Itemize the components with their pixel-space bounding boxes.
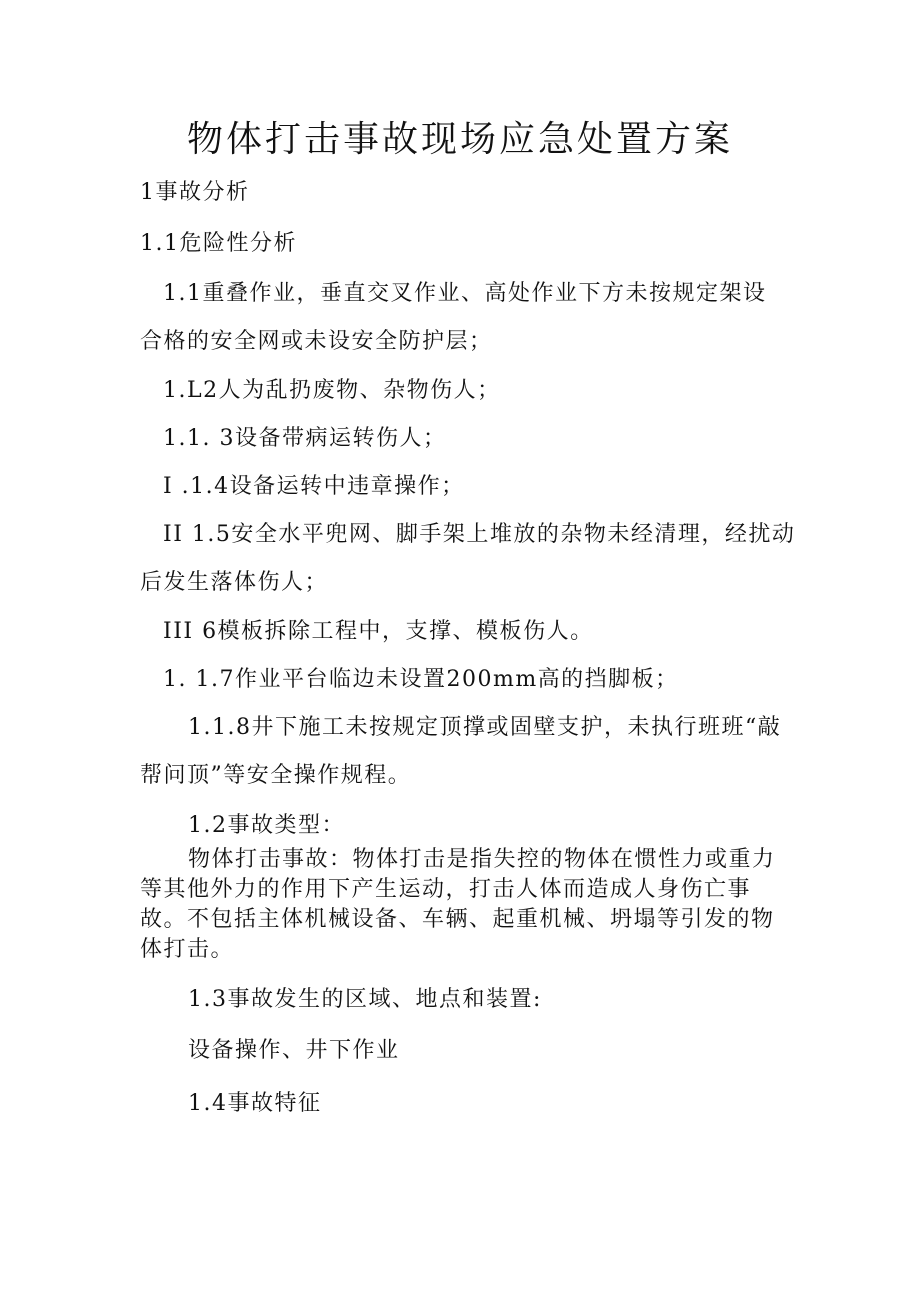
hazard-item-3: 1.1. 3设备带病运转伤人；	[163, 426, 447, 451]
hazard-item-7: 1. 1.7作业平台临边未设置200mm高的挡脚板；	[163, 667, 679, 692]
hazard-item-4: I .1.4设备运转中违章操作；	[163, 474, 465, 499]
section-heading-accident-features: 1.4事故特征	[188, 1091, 322, 1116]
section-heading-accident-area: 1.3事故发生的区域、地点和装置:	[188, 987, 542, 1012]
hazard-item-1-line-2: 合格的安全网或未设安全防护层；	[140, 329, 493, 354]
accident-type-description: 物体打击事故：物体打击是指失控的物体在惯性力或重力等其他外力的作用下产生运动，打击人体而造成人身伤亡事故。不包括主体机械设备、车辆、起重机械、坍塌等引发的物体打击。	[140, 847, 776, 962]
hazard-item-8-line-2: 帮问顶”等安全操作规程。	[140, 763, 412, 788]
hazard-item-5-line-1: II 1.5安全水平兜网、脚手架上堆放的杂物未经清理，经扰动	[163, 522, 796, 547]
hazard-item-8-line-1: 1.1.8井下施工未按规定顶撑或固壁支护，未执行班班“敲	[188, 715, 782, 740]
hazard-item-1-line-1: 1.1重叠作业，垂直交叉作业、高处作业下方未按规定架设	[163, 281, 767, 306]
accident-area-description: 设备操作、井下作业	[188, 1038, 400, 1063]
hazard-item-2: 1.L2人为乱扔废物、杂物伤人；	[163, 378, 501, 403]
section-heading-accident-analysis: 1事故分析	[140, 180, 250, 205]
hazard-item-5-line-2: 后发生落体伤人；	[140, 570, 329, 595]
section-heading-hazard-analysis: 1.1危险性分析	[140, 231, 297, 256]
section-heading-accident-type: 1.2事故类型：	[188, 813, 345, 838]
hazard-item-6: III 6模板拆除工程中，支撑、模板伤人。	[163, 619, 594, 644]
document-title: 物体打击事故现场应急处置方案	[186, 119, 733, 160]
